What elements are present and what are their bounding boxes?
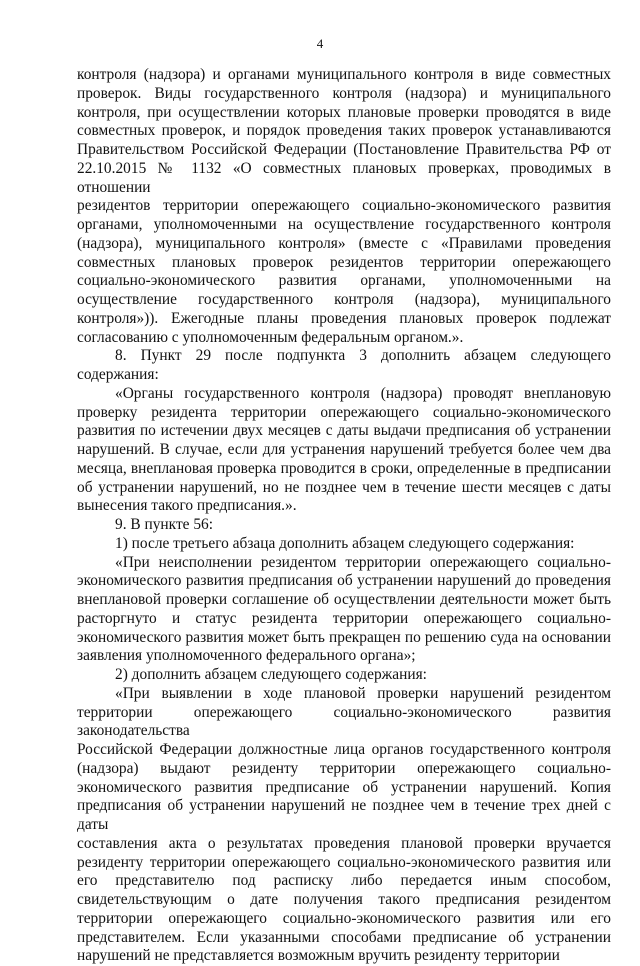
paragraph-line: нарушений. В случае, если для устранения нарушений требуется более чем два <box>77 441 611 458</box>
paragraph-line: заявления уполномоченного федерального органа»; <box>77 647 416 665</box>
paragraph-line: об устранении нарушений, но не позднее чем в течение шести месяцев с даты <box>77 478 611 496</box>
paragraph-line: органами, уполномоченными на осуществление государственного контроля <box>77 216 611 233</box>
paragraph-line: свидетельствующим о дате получения такого предписания резидентом <box>77 891 611 908</box>
document-body <box>77 66 611 966</box>
page-number: 4 <box>316 36 324 51</box>
paragraph-line: месяца, внеплановая проверка проводится в сроки, определенные в предписании <box>77 459 611 477</box>
paragraph-line: территории опережающего социально-экономического развития законодательства <box>77 703 611 740</box>
paragraph-line: резидентов территории опережающего социально-экономического развития <box>77 197 611 215</box>
paragraph-line: социально-экономического развития органами, уполномоченными на <box>77 272 611 290</box>
paragraph-line: 1) после третьего абзаца дополнить абзацем следующего содержания: <box>115 534 575 552</box>
paragraph-line: нарушений не представляется возможным вручить резиденту территории <box>77 947 560 965</box>
paragraph-line: представителем. Если указанными способами предписание об устранении <box>77 928 611 946</box>
paragraph-line: расторгнуто и статус резидента территории опережающего социально- <box>77 609 611 627</box>
paragraph-line: (надзора), муниципального контроля» (вместе с «Правилами проведения <box>77 234 611 252</box>
paragraph-line: Правительством Российской Федерации (Постановление Правительства РФ от <box>77 141 611 158</box>
paragraph-line: контроля, при осуществлении которых плановые проверки проводятся в виде <box>77 103 611 121</box>
paragraph-line: развития по истечении двух месяцев с даты выдачи предписания об устранении <box>77 422 611 440</box>
paragraph-line: 2) дополнить абзацем следующего содержания: <box>115 666 427 683</box>
paragraph-line: проверок. Виды государственного контроля (надзора) и муниципального <box>77 84 611 102</box>
paragraph-line: «При неисполнении резидентом территории опережающего социально- <box>115 553 611 571</box>
paragraph-line: контроля (надзора) и органами муниципального контроля в виде совместных <box>77 66 611 83</box>
paragraph-line: вынесения такого предписания.». <box>77 497 297 515</box>
paragraph-line: Российской Федерации должностные лица органов государственного контроля <box>77 741 611 758</box>
paragraph-line: осуществление государственного контроля (надзора), муниципального <box>77 291 611 308</box>
paragraph-line: совместных плановых проверок резидентов территории опережающего <box>77 253 611 271</box>
paragraph-line: его представителю под расписку либо передается иным способом, <box>77 872 611 890</box>
paragraph-line: 9. В пункте 56: <box>115 516 214 533</box>
paragraph-line: территории опережающего социально-экономического развития или его <box>77 909 611 927</box>
paragraph-line: 22.10.2015 № 1132 «О совместных плановых проверках, проводимых в отношении <box>77 159 611 196</box>
paragraph-line: экономического развития предписание об устранении нарушений. Копия <box>77 778 611 796</box>
paragraph-line: предписания об устранении нарушений не позднее чем в течение трех дней с даты <box>77 797 611 833</box>
paragraph-line: экономического развития может быть прекращен по решению суда на основании <box>77 628 611 646</box>
paragraph-line: экономического развития предписания об устранении нарушений до проведения <box>77 572 611 590</box>
paragraph-line: согласованию с уполномоченным федеральным органом.». <box>77 328 464 346</box>
paragraph-line: проверку резидента территории опережающего социально-экономического <box>77 403 611 421</box>
paragraph-line: составления акта о результатах проведения плановой проверки вручается <box>77 834 611 852</box>
paragraph-line: резиденту территории опережающего социально-экономического развития или <box>77 853 611 871</box>
paragraph-line: совместных проверок, и порядок проведения таких проверок устанавливаются <box>77 122 611 140</box>
paragraph-line: внеплановой проверки соглашение об осуществлении деятельности может быть <box>77 591 611 608</box>
paragraph-line: «Органы государственного контроля (надзора) проводят внеплановую <box>115 384 611 402</box>
paragraph-line: 8. Пункт 29 после подпункта 3 дополнить абзацем следующего содержания: <box>77 347 611 383</box>
paragraph-line: «При выявлении в ходе плановой проверки нарушений резидентом <box>115 684 611 702</box>
paragraph-line: контроля»)). Ежегодные планы проведения плановых проверок подлежат <box>77 309 611 327</box>
paragraph-line: (надзора) выдают резиденту территории опережающего социально- <box>77 759 611 777</box>
